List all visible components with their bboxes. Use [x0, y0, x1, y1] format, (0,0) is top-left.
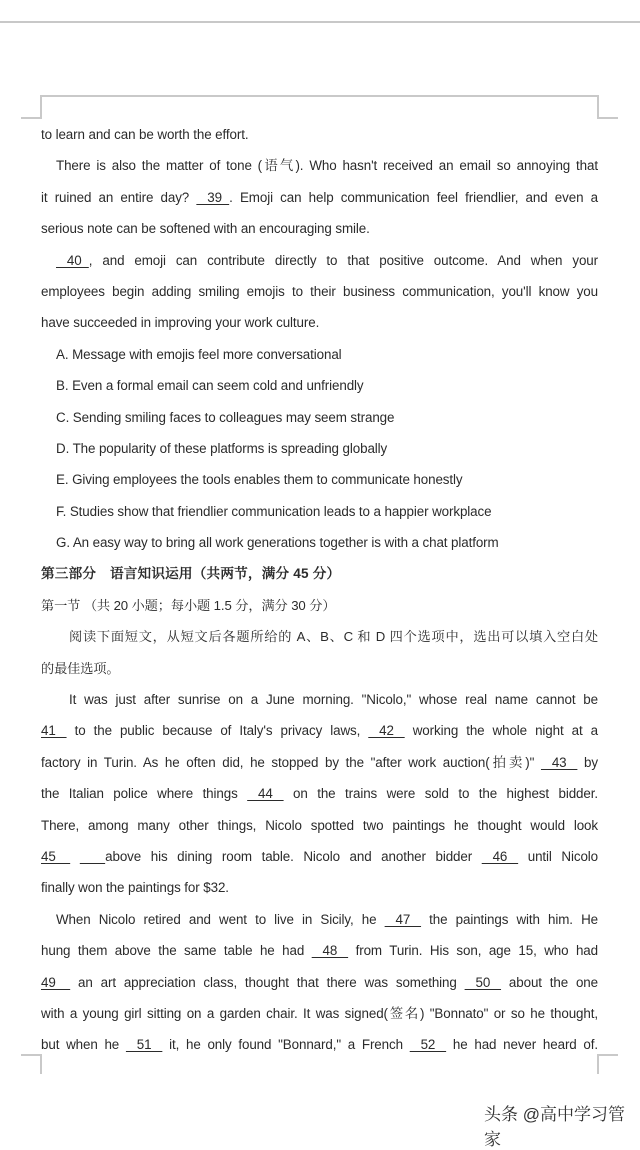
- instructions-cont: 的最佳选项。: [41, 660, 120, 676]
- subsection-title: 第一节 （共 20 小题；每小题 1.5 分，满分 30 分）: [41, 597, 336, 613]
- blank-41[interactable]: 41: [41, 723, 67, 739]
- page-corner-mark-top-left: [40, 95, 42, 117]
- paragraph-tone: There is also the matter of tone (语气). Who hasn't received an email so annoying that it ruined an entire day? 39 . Emoji can help communication feel friendlier, and even a serious note can be softened with an encouraging smile.: [41, 158, 598, 237]
- blank-40[interactable]: 40: [56, 252, 89, 268]
- blank-45[interactable]: 45: [41, 848, 71, 864]
- blank-44[interactable]: 44: [247, 786, 284, 802]
- blank-39[interactable]: 39: [196, 189, 230, 205]
- blank-42[interactable]: 42: [368, 723, 405, 739]
- page-corner-mark-top-right-stub: [597, 117, 618, 119]
- page-corner-mark-bottom-right-stub: [597, 1054, 618, 1056]
- option-b: B. Even a formal email can seem cold and unfriendly: [56, 378, 364, 394]
- page-corner-mark-top-right: [597, 95, 599, 117]
- blank-49[interactable]: 49: [41, 974, 71, 990]
- instructions: 阅读下面短文，从短文后各题所给的 A、B、C 和 D 四个选项中，选出可以填入空白处: [69, 629, 598, 645]
- paragraph-tail: to learn and can be worth the effort.: [41, 127, 249, 142]
- option-a: A. Message with emojis feel more conversational: [56, 346, 342, 362]
- option-g: G. An easy way to bring all work generations together is with a chat platform: [56, 535, 499, 551]
- blank-50[interactable]: 50: [464, 974, 502, 990]
- page-top-separator: [0, 21, 640, 23]
- option-c: C. Sending smiling faces to colleagues may seem strange: [56, 409, 395, 425]
- document-page: [41, 124, 598, 1066]
- page-corner-mark-bottom-left-stub: [21, 1054, 42, 1056]
- blank-51[interactable]: 51: [125, 1037, 163, 1053]
- option-d: D. The popularity of these platforms is spreading globally: [56, 440, 388, 456]
- options-list: [41, 344, 598, 564]
- option-e: E. Giving employees the tools enables them to communicate honestly: [56, 472, 463, 488]
- blank-45-extra: [80, 846, 105, 867]
- blank-46[interactable]: 46: [481, 848, 519, 864]
- section-title: 第三部分 语言知识运用（共两节，满分 45 分）: [41, 566, 341, 582]
- page-corner-mark-top-left-stub: [21, 117, 42, 119]
- watermark: 头条 @高中学习管家: [484, 1105, 625, 1149]
- cloze-passage: It was just after sunrise on a June morning. "Nicolo," whose real name cannot be 41 to the public because of Italy's privacy laws, 42 working the whole night at a factory in Turin. As he often did, he stopped by the "after work auction(拍卖)" 43 by the Italian police where things 44 on the trains were sold to the highest bidder. There, among many other things, Nicolo spotted two paintings he thought would look 45 above his dining room table. Nicolo and another bidder 46 until Nicolo finally won the paintings for $32. When Nicolo retired and went to live in Sicily, he 47 the paintings with him. He hung them above the same table he had 48 from Turin. His son, age 15, who had 49 an art appreciation class, thought that there was something 50 about the one with a young girl sitting on a garden chair. It was signed(签名) "Bonnato" or so he thought, but when he 51 it, he only found "Bonnard," a French 52 he had never heard of.: [41, 689, 598, 1066]
- page-corner-mark-top: [40, 95, 599, 97]
- blank-47[interactable]: 47: [384, 911, 422, 927]
- blank-52[interactable]: 52: [409, 1037, 447, 1053]
- option-f: F. Studies show that friendlier communication leads to a happier workplace: [56, 503, 492, 519]
- blank-43[interactable]: 43: [540, 754, 578, 770]
- paragraph-outcome: 40 , and emoji can contribute directly to that positive outcome. And when your employees begin adding smiling emojis to their business communication, you'll know you have succeeded in improving your work culture.: [41, 250, 598, 344]
- blank-48[interactable]: 48: [311, 943, 349, 959]
